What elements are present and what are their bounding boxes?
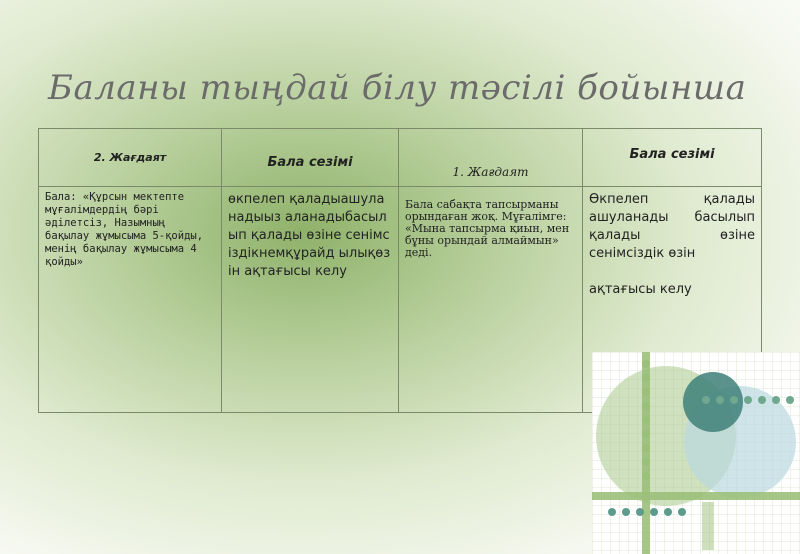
- header-child-feeling-2: Бала сезімі: [583, 129, 762, 187]
- decorative-circles-graphic: [592, 352, 800, 554]
- slide-title: Баланы тыңдай білу тәсілі бойынша: [48, 68, 747, 108]
- header-situation-1: 1. Жағдаят: [399, 129, 583, 187]
- cell-feelings-2-text: Өкпелеп қалады ашуланады басылып қалады өзіне сенімсіздік өзін: [589, 192, 755, 261]
- header-child-feeling-1: Бала сезімі: [222, 129, 399, 187]
- cell-feelings-2-tail: ақтағысы келу: [589, 282, 692, 297]
- cell-feelings-1-text: өкпелеп қаладыашуланадыыз аланадыбасылып қалады өзіне сенімсіздікнемқұрайд ылықөзін ақтағысы келу: [222, 187, 399, 413]
- header-situation-2: 2. Жағдаят: [39, 129, 222, 187]
- cell-situation-1-text: Бала сабақта тапсырманы орындаған жоқ. Мұғалімге: «Мына тапсырма қиын, мен бұны орындай алмаймын» деді.: [399, 187, 583, 413]
- cell-situation-2-text: Бала: «Құрсын мектепте мұғалімдердің бәрі әділетсіз, Назымның бақылау жұмысыма 5-қойды, менің бақылау жұмысыма 4 қойды»: [39, 187, 222, 413]
- table-header-row: [39, 129, 762, 187]
